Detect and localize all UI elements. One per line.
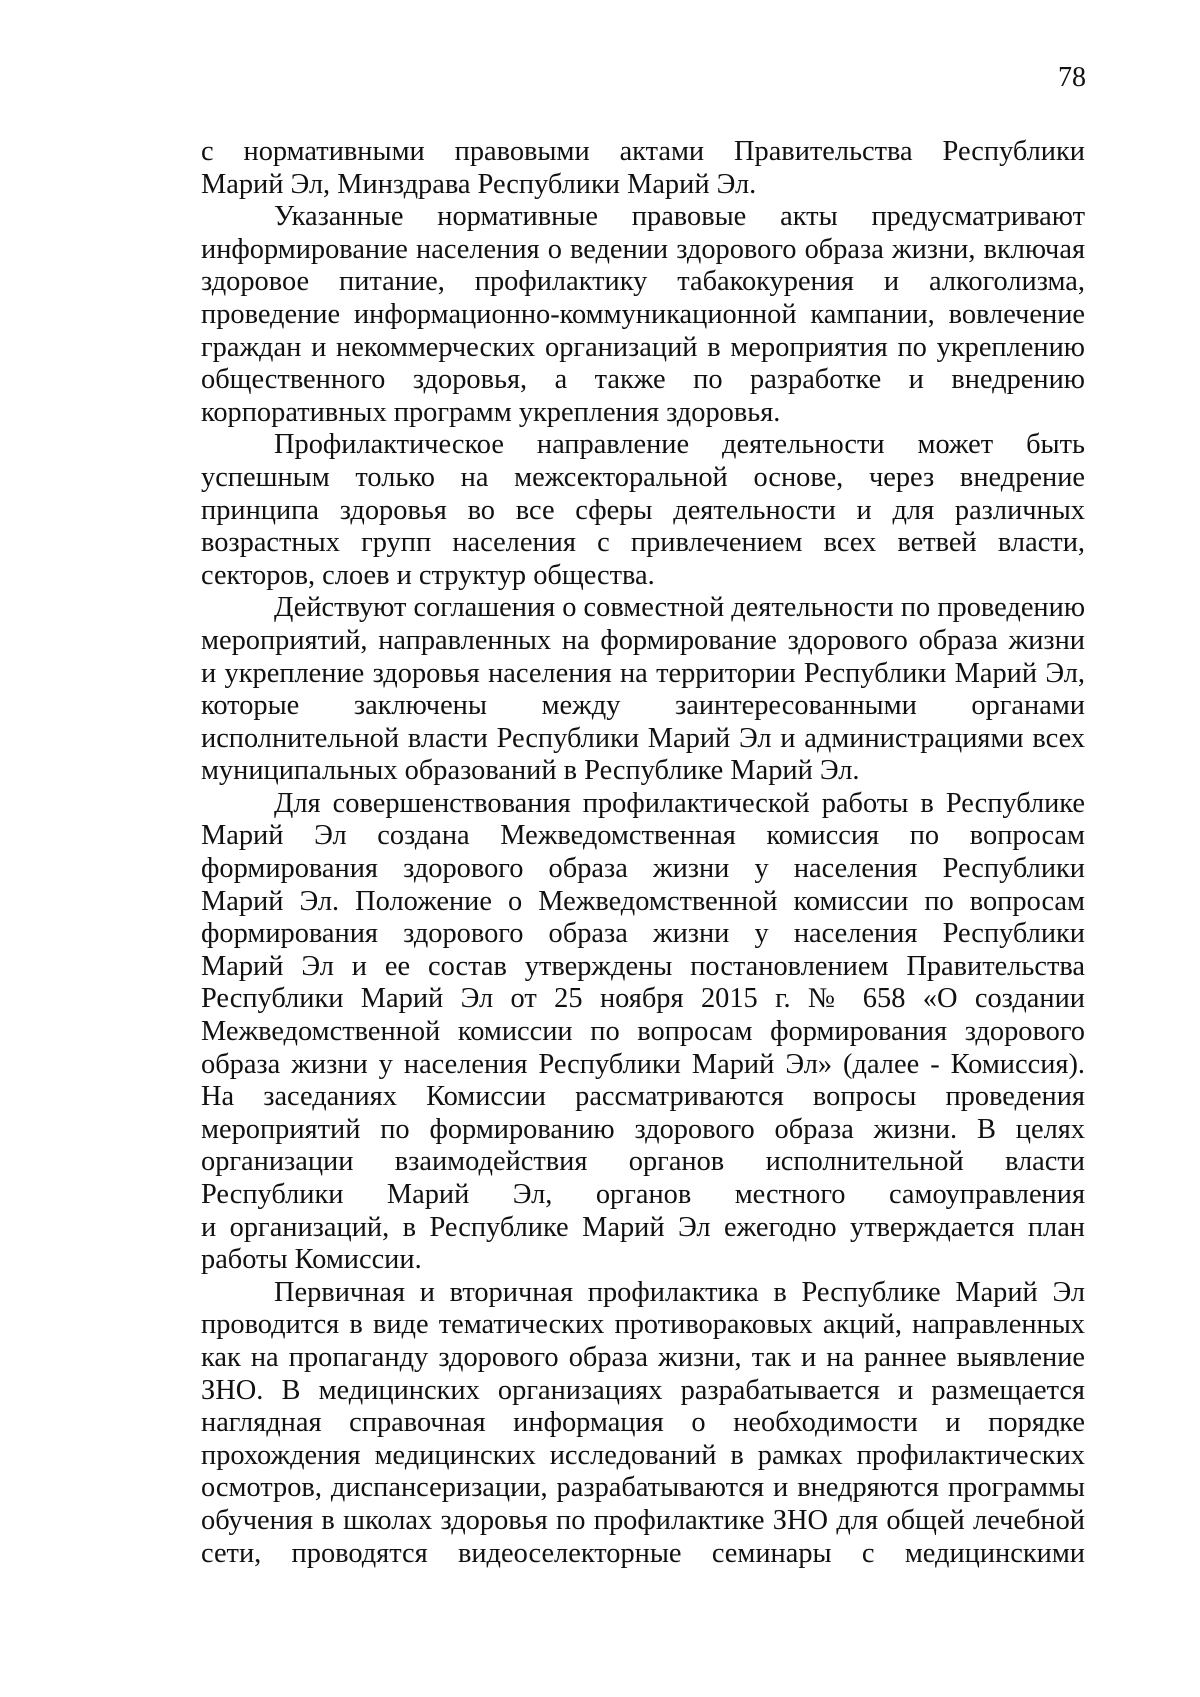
text-line: успешным только на межсекторальной основе, через внедрение [201,461,1085,493]
text-line: Указанные нормативные правовые акты предусматривают [274,201,1085,233]
text-line: общественного здоровья, а также по разработке и внедрению [201,364,1085,396]
text-line: Межведомственной комиссии по вопросам формирования здорового [201,1016,1085,1048]
text-line: Первичная и вторичная профилактика в Республике Марий Эл [274,1276,1085,1308]
text-line: Марий Эл и ее состав утверждены постановлением Правительства [201,950,1085,982]
text-line: осмотров, диспансеризации, разрабатываются и внедряются программы [201,1472,1085,1504]
text-line: Действуют соглашения о совместной деятельности по проведению [274,592,1086,624]
text-line: мероприятий, направленных на формирование здорового образа жизни [201,624,1085,656]
text-line: принципа здоровья во все сферы деятельности и для различных [201,494,1085,526]
text-line: информирование населения о ведении здорового образа жизни, включая [201,233,1085,265]
paragraph [201,136,1085,201]
text-line: Марий Эл создана Межведомственная комиссия по вопросам [201,820,1085,852]
text-line: ЗНО. В медицинских организациях разрабатывается и размещается [201,1374,1085,1406]
text-line: Марий Эл, Минздрава Республики Марий Эл. [201,168,757,200]
text-line: муниципальных образований в Республике Марий Эл. [201,755,860,787]
paragraph [201,201,1085,429]
text-line: Республики Марий Эл, органов местного самоуправления [201,1179,1085,1210]
text-line: формирования здорового образа жизни у населения Республики [201,918,1085,950]
text-line: обучения в школах здоровья по профилактике ЗНО для общей лечебной [201,1504,1085,1536]
text-line: Для совершенствования профилактической работы в Республике [274,787,1085,819]
text-line: сети, проводятся видеоселекторные семинары с медицинскими [201,1537,1085,1569]
paragraph [201,592,1085,788]
text-line: Республики Марий Эл от 25 ноября 2015 г. № 658 «О создании [201,983,1085,1015]
paragraph [201,429,1085,592]
text-line: как на пропаганду здорового образа жизни, так и на раннее выявление [201,1341,1085,1373]
text-line: работы Комиссии. [201,1244,422,1276]
text-line: и укрепление здоровья населения на территории Республики Марий Эл, [201,657,1085,689]
page-number: 78 [1058,62,1086,93]
text-line: формирования здорового образа жизни у населения Республики [201,853,1085,885]
text-line: здоровое питание, профилактику табакокурения и алкоголизма, [201,266,1085,298]
text-line: которые заключены между заинтересованными органами [201,690,1085,722]
text-line: На заседаниях Комиссии рассматриваются вопросы проведения [201,1081,1085,1113]
text-line: граждан и некоммерческих организаций в мероприятия по укреплению [201,331,1085,363]
text-line: исполнительной власти Республики Марий Эл и администрациями всех [201,722,1085,754]
text-line: прохождения медицинских исследований в рамках профилактических [201,1439,1085,1471]
text-line: секторов, слоев и структур общества. [201,559,655,591]
text-line: проведение информационно-коммуникационной кампании, вовлечение [201,298,1085,330]
text-line: проводится в виде тематических противораковых акций, направленных [201,1309,1085,1341]
text-line: возрастных групп населения с привлечением всех ветвей власти, [201,527,1085,559]
text-line: Профилактическое направление деятельности может быть [274,429,1085,461]
text-line: корпоративных программ укрепления здоровья. [201,396,781,428]
text-line: наглядная справочная информация о необходимости и порядке [201,1407,1085,1439]
text-line: и организаций, в Республике Марий Эл ежегодно утверждается план [201,1211,1085,1243]
text-line: образа жизни у населения Республики Марий Эл» (далее - Комиссия). [201,1048,1085,1080]
text-line: Марий Эл. Положение о Межведомственной комиссии по вопросам [201,885,1085,917]
paragraph [201,788,1085,1277]
text-line: с нормативными правовыми актами Правительства Республики [201,136,1085,167]
paragraph [201,1277,1085,1570]
body-text [201,136,1085,1570]
text-line: мероприятий по формированию здорового образа жизни. В целях [201,1113,1085,1145]
text-line: организации взаимодействия органов исполнительной власти [201,1146,1085,1178]
